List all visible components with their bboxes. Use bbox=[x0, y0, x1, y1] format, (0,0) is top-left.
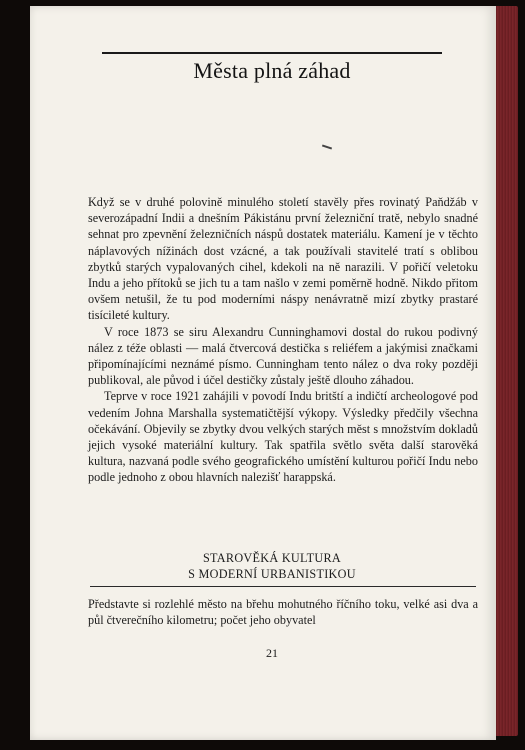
paragraph-3: Teprve v roce 1921 zahájili v povodí Indu britští a indičtí archeologové pod vedením Johna Marshalla systematičtější výkopy. Výsledky předčily všechna očekávání. Objevily se zbytky dvou velkých starých měst s množstvím dokladů jejich vysoké materiální kultury. Tak spatřila světlo světa další starověká kultura, nazvaná podle svého geografického umístění kulturou pořičí Indu nebo podle jednoho z obou hlavních nalezišť harappská. bbox=[88, 389, 478, 485]
chapter-title: Města plná záhad bbox=[193, 58, 351, 83]
body-text bbox=[88, 194, 478, 486]
book-page bbox=[30, 6, 496, 740]
section-heading-line-1: STAROVĚKÁ KULTURA bbox=[202, 551, 342, 565]
paragraph-2: V roce 1873 se siru Alexandru Cunninghamovi dostal do rukou podivný nález z téže oblasti — malá čtvercová destička s reliéfem a jakýmisi značkami připomínajícími neznámé písmo. Cunningham tento nález o dva roky později publikoval, ale původ i účel destičky zůstaly ještě dlouho záhadou. bbox=[88, 324, 478, 388]
paragraph-1: Když se v druhé polovině minulého století stavěly přes rovinatý Paňdžáb v severozápadní Indii a dnešním Pákistánu první železniční tratě, nebylo snadné sehnat pro zpevnění železničních náspů dostatek materiálu. Kamení je v těchto náplavových nížinách dost vzácné, a tak používali stavitelé tratí s oblibou zbytků starých vypalovaných cihel, kdekoli na ně narazili. V pořičí veletoku Indu a jeho přítoků se jich tu a tam našlo v zemi poměrně hodně. Nikdo přitom ovšem netušil, že tu pod moderními náspy nenávratně mizí zbytky prastaré tisícileté kultury. bbox=[88, 195, 478, 323]
section-rule bbox=[90, 586, 476, 587]
section-heading bbox=[102, 550, 442, 582]
header-rule bbox=[102, 52, 442, 54]
section-intro: Představte si rozlehlé město na břehu mohutného říčního toku, velké asi dva a půl čtverečního kilometru; počet jeho obyvatel bbox=[88, 597, 478, 628]
page-number: 21 bbox=[266, 646, 278, 660]
stray-mark bbox=[322, 145, 332, 150]
section-heading-line-2: S MODERNÍ URBANISTIKOU bbox=[188, 567, 356, 581]
